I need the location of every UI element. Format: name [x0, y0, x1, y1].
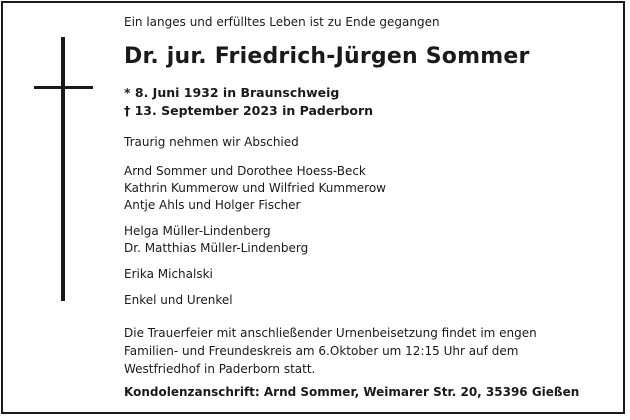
obituary-notice [1, 1, 625, 414]
mourner-line: Dr. Matthias Müller-Lindenberg [124, 241, 309, 255]
mourner-line: Arnd Sommer und Dorothee Hoess-Beck [124, 164, 366, 178]
intro-text: Ein langes und erfülltes Leben ist zu Ende gegangen [124, 15, 440, 29]
mourner-line: Kathrin Kummerow und Wilfried Kummerow [124, 181, 386, 195]
cross-icon [61, 37, 65, 301]
cross-icon-bar [34, 86, 93, 89]
death-line: † 13. September 2023 in Paderborn [124, 103, 374, 118]
mourner-line: Erika Michalski [124, 267, 213, 281]
mourner-line: Antje Ahls und Holger Fischer [124, 198, 301, 212]
condolence-address: Kondolenzanschrift: Arnd Sommer, Weimarer Str. 20, 35396 Gießen [124, 385, 580, 399]
ceremony-line: Familien- und Freundeskreis am 6.Oktober um 12:15 Uhr auf dem [124, 344, 519, 358]
ceremony-line: Die Trauerfeier mit anschließender Urnenbeisetzung findet im engen [124, 326, 537, 340]
mourners-block [124, 134, 386, 309]
ceremony-line: Westfriedhof in Paderborn statt. [124, 362, 316, 376]
mourner-line: Enkel und Urenkel [124, 293, 233, 307]
farewell-line: Traurig nehmen wir Abschied [124, 135, 299, 149]
deceased-name: Dr. jur. Friedrich-Jürgen Sommer [124, 44, 530, 69]
life-dates [124, 84, 373, 120]
mourner-line: Helga Müller-Lindenberg [124, 224, 271, 238]
ceremony-text [124, 324, 537, 378]
birth-line: * 8. Juni 1932 in Braunschweig [124, 85, 340, 100]
